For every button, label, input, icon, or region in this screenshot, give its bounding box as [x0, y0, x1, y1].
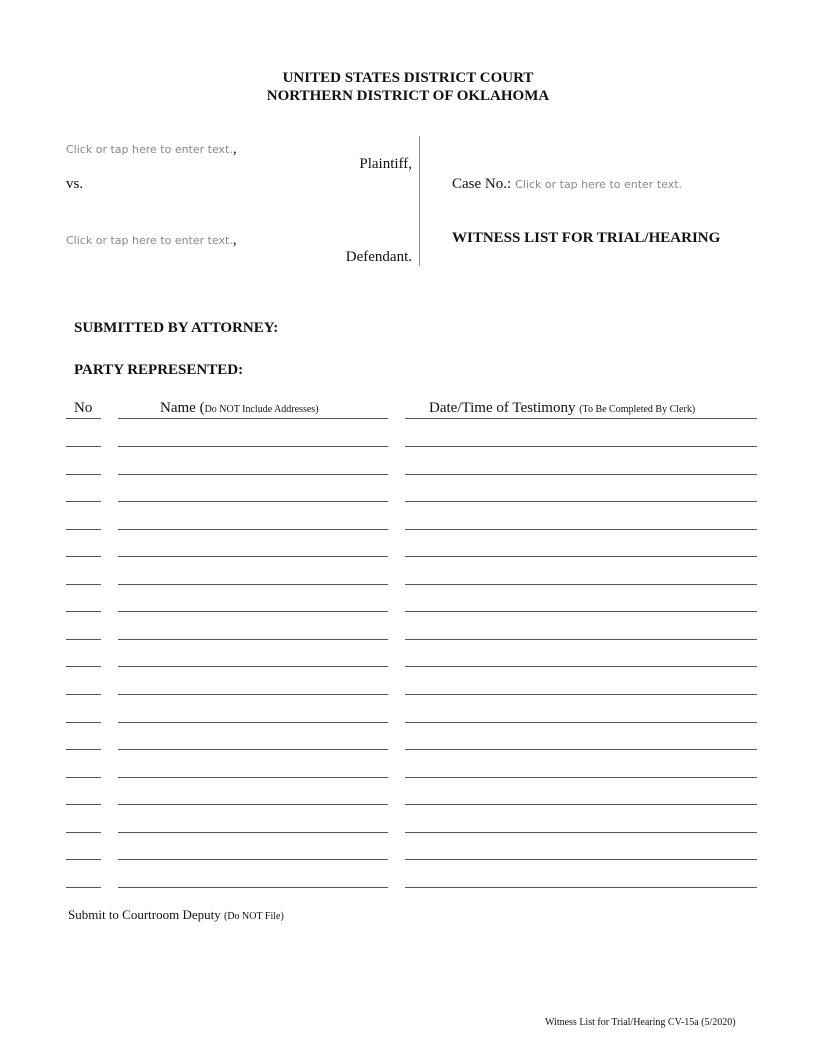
no-cell[interactable]: [66, 584, 101, 585]
date-cell[interactable]: [405, 639, 757, 640]
date-cell[interactable]: [405, 584, 757, 585]
no-cell: [66, 418, 101, 419]
no-cell[interactable]: [66, 474, 101, 475]
name-cell[interactable]: [118, 887, 388, 888]
date-cell[interactable]: [405, 749, 757, 750]
name-cell[interactable]: [118, 859, 388, 860]
table-row[interactable]: [0, 694, 816, 696]
name-cell[interactable]: [118, 694, 388, 695]
no-cell[interactable]: [66, 446, 101, 447]
table-row[interactable]: [0, 804, 816, 806]
name-cell[interactable]: [118, 611, 388, 612]
no-cell[interactable]: [66, 694, 101, 695]
table-row[interactable]: [0, 584, 816, 586]
no-cell[interactable]: [66, 556, 101, 557]
party-represented-label: PARTY REPRESENTED:: [74, 362, 244, 378]
no-cell[interactable]: [66, 859, 101, 860]
no-cell[interactable]: [66, 639, 101, 640]
name-cell[interactable]: [118, 446, 388, 447]
district-name: NORTHERN DISTRICT OF OKLAHOMA: [266, 88, 550, 104]
table-row[interactable]: [0, 611, 816, 613]
no-cell[interactable]: [66, 804, 101, 805]
date-cell[interactable]: [405, 887, 757, 888]
no-cell[interactable]: [66, 832, 101, 833]
date-cell[interactable]: [405, 694, 757, 695]
no-cell[interactable]: [66, 749, 101, 750]
table-row[interactable]: [0, 859, 816, 861]
case-no-input[interactable]: Click or tap here to enter text.: [515, 178, 683, 191]
plaintiff-input[interactable]: Click or tap here to enter text.: [66, 143, 233, 156]
name-cell[interactable]: [118, 832, 388, 833]
defendant-field[interactable]: [66, 231, 237, 249]
col-date-label: Date/Time of Testimony: [429, 400, 576, 416]
no-cell[interactable]: [66, 887, 101, 888]
name-cell[interactable]: [118, 529, 388, 530]
name-cell[interactable]: [118, 722, 388, 723]
caption-divider: [419, 136, 420, 266]
col-header-name: [160, 400, 319, 417]
footer-note: [68, 907, 284, 923]
no-cell[interactable]: [66, 777, 101, 778]
name-cell[interactable]: [118, 501, 388, 502]
no-cell[interactable]: [66, 611, 101, 612]
col-name-label: Name (: [160, 400, 205, 416]
table-row[interactable]: [0, 777, 816, 779]
court-name: UNITED STATES DISTRICT COURT: [282, 70, 534, 86]
comma: ,: [232, 141, 237, 157]
name-cell[interactable]: [118, 556, 388, 557]
col-header-no: No: [74, 400, 93, 416]
plaintiff-label: Plaintiff,: [359, 156, 412, 172]
date-cell[interactable]: [405, 859, 757, 860]
submitted-by-label: SUBMITTED BY ATTORNEY:: [74, 320, 279, 336]
name-cell[interactable]: [118, 804, 388, 805]
col-name-note: Do NOT Include Addresses): [204, 404, 319, 415]
name-cell[interactable]: [118, 639, 388, 640]
document-title: WITNESS LIST FOR TRIAL/HEARING: [452, 230, 721, 246]
plaintiff-field[interactable]: [66, 140, 237, 158]
name-cell[interactable]: [118, 474, 388, 475]
table-row[interactable]: [0, 446, 816, 448]
case-no-label: Case No.:: [452, 176, 512, 192]
footer-note-small: (Do NOT File): [224, 911, 284, 922]
table-row[interactable]: [0, 832, 816, 834]
table-row[interactable]: [0, 474, 816, 476]
table-row[interactable]: [0, 666, 816, 668]
no-cell[interactable]: [66, 666, 101, 667]
comma: ,: [232, 232, 237, 248]
table-row[interactable]: [0, 556, 816, 558]
table-row[interactable]: [0, 749, 816, 751]
date-cell[interactable]: [405, 666, 757, 667]
name-cell[interactable]: [118, 749, 388, 750]
col-header-date: [429, 400, 695, 417]
date-cell[interactable]: [405, 446, 757, 447]
no-cell[interactable]: [66, 529, 101, 530]
no-cell[interactable]: [66, 501, 101, 502]
date-cell[interactable]: [405, 529, 757, 530]
table-row[interactable]: [0, 501, 816, 503]
date-cell[interactable]: [405, 556, 757, 557]
defendant-input[interactable]: Click or tap here to enter text.: [66, 234, 233, 247]
date-cell: [405, 418, 757, 419]
table-row[interactable]: [0, 639, 816, 641]
name-cell[interactable]: [118, 777, 388, 778]
form-id: Witness List for Trial/Hearing CV-15a (5/2020): [545, 1017, 736, 1028]
table-row[interactable]: [0, 722, 816, 724]
vs-label: vs.: [66, 176, 84, 192]
name-cell[interactable]: [118, 666, 388, 667]
date-cell[interactable]: [405, 777, 757, 778]
date-cell[interactable]: [405, 722, 757, 723]
name-cell: [118, 418, 388, 419]
footer-note-text: Submit to Courtroom Deputy: [68, 907, 221, 922]
date-cell[interactable]: [405, 611, 757, 612]
case-no: [452, 175, 682, 193]
date-cell[interactable]: [405, 804, 757, 805]
table-row[interactable]: [0, 529, 816, 531]
name-cell[interactable]: [118, 584, 388, 585]
col-date-note: (To Be Completed By Clerk): [579, 404, 696, 415]
date-cell[interactable]: [405, 474, 757, 475]
date-cell[interactable]: [405, 501, 757, 502]
table-header-underline: [0, 418, 816, 420]
table-row[interactable]: [0, 887, 816, 889]
date-cell[interactable]: [405, 832, 757, 833]
defendant-label: Defendant.: [345, 249, 412, 265]
no-cell[interactable]: [66, 722, 101, 723]
